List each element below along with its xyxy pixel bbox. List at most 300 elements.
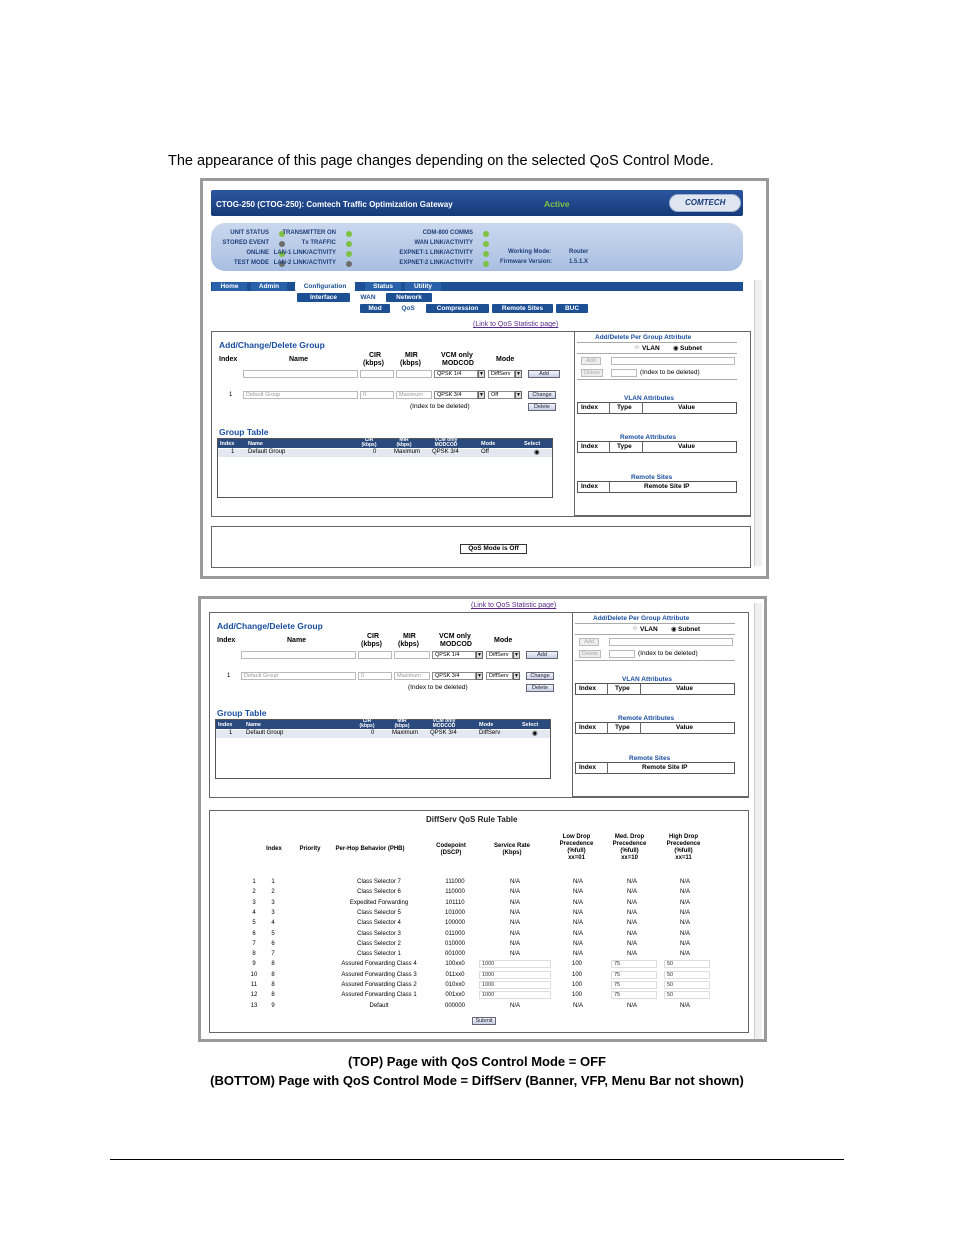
gt-cell-modcod: QPSK 3/4: [432, 449, 459, 455]
hdr-vcm: VCM only: [441, 352, 473, 359]
sites-h-ip: Remote Site IP: [644, 483, 690, 490]
diffserv-input[interactable]: 50: [664, 991, 710, 999]
hdr-cir-unit: (kbps): [361, 641, 382, 648]
diffserv-cell: 10: [250, 971, 258, 978]
diffserv-input[interactable]: 50: [664, 971, 710, 979]
hdr-index: Index: [217, 637, 236, 644]
gt-h-mode: Mode: [479, 722, 494, 728]
chevron-down-icon[interactable]: ▼: [477, 652, 482, 658]
change-button[interactable]: Change: [526, 672, 554, 680]
diffserv-cell: N/A: [509, 879, 520, 885]
gt-cell-name: Default Group: [246, 730, 284, 736]
diffserv-cell: 12: [250, 992, 258, 999]
gt-select-radio[interactable]: ◉: [532, 730, 538, 737]
attr-value-input[interactable]: [609, 638, 733, 646]
diffserv-cell: N/A: [679, 930, 690, 937]
attr-delete-index-input[interactable]: [611, 369, 637, 377]
gt-cell-index: 1: [231, 449, 235, 455]
diffserv-cell: Assured Forwarding Class 1: [341, 992, 417, 999]
delete-hint: (Index to be deleted): [408, 684, 468, 691]
status-led-icon: [346, 231, 352, 237]
status-label: Tx TRAFFIC: [301, 240, 336, 246]
hdr-mode: Mode: [496, 356, 515, 363]
divider: [640, 722, 641, 734]
add-modcod-select[interactable]: QPSK 1/4: [434, 370, 478, 378]
divider: [211, 331, 212, 516]
attr-delete-index-input[interactable]: [609, 650, 635, 658]
diffserv-cell: 8: [271, 982, 275, 988]
firmware-label: Firmware Version:: [500, 259, 553, 265]
nav-bar: [211, 282, 743, 291]
sites-h-index: Index: [581, 483, 598, 490]
attr-value-input[interactable]: [611, 357, 735, 365]
diffserv-cell: N/A: [626, 940, 637, 947]
gt-cell-index: 1: [229, 730, 233, 736]
vlan-radio[interactable]: ○: [635, 344, 639, 351]
diffserv-cell: 3: [271, 909, 275, 916]
diffserv-cell: N/A: [679, 889, 690, 896]
diffserv-cell: Assured Forwarding Class 2: [341, 982, 417, 988]
qos-statistic-link[interactable]: (Link to QoS Statistic page): [471, 602, 557, 609]
divider: [609, 441, 610, 453]
status-led-icon: [346, 251, 352, 257]
group-table-title: Group Table: [219, 427, 269, 437]
divider: [577, 342, 737, 343]
row-name-input[interactable]: Default Group: [243, 391, 358, 399]
row-mir-input[interactable]: Maximum: [396, 391, 432, 399]
status-led-icon: [346, 241, 352, 247]
intro-text: The appearance of this page changes depending on the selected QoS Control Mode.: [168, 153, 714, 169]
diffserv-cell: N/A: [679, 899, 690, 906]
row-modcod-select[interactable]: QPSK 3/4: [432, 672, 476, 680]
divider: [209, 612, 210, 797]
diffserv-input[interactable]: 1000: [479, 991, 551, 999]
add-mir-input[interactable]: [394, 651, 430, 659]
hdr-index: Index: [219, 356, 238, 363]
gt-cell-mode: Off: [481, 449, 489, 455]
hdr-mir-unit: (kbps): [400, 360, 421, 367]
divider: [607, 722, 608, 734]
add-mir-input[interactable]: [396, 370, 432, 378]
gt-h-name: Name: [246, 722, 261, 728]
nav-wan[interactable]: WAN: [353, 293, 383, 302]
diffserv-cell: N/A: [626, 899, 637, 906]
diffserv-cell: N/A: [626, 879, 637, 885]
hdr-mir: MIR: [405, 352, 418, 359]
row-modcod-select[interactable]: QPSK 3/4: [434, 391, 478, 399]
diffserv-cell: 011000: [445, 930, 465, 937]
qos-mode-off-indicator: QoS Mode is Off: [460, 544, 527, 554]
gt-h-cir: CIR (kbps): [359, 718, 375, 729]
status-label: LAN-2 LINK/ACTIVITY: [273, 260, 336, 266]
diffserv-cell: 001xx0: [445, 992, 465, 999]
hdr-mir: MIR: [403, 633, 416, 640]
group-table-title: Group Table: [217, 708, 267, 718]
submit-button[interactable]: Submit: [472, 1017, 496, 1025]
diffserv-header-med: Med. Drop Precedence (%full) xx=10: [612, 834, 647, 861]
row-cir-input[interactable]: 0: [360, 391, 394, 399]
caption-line1: (TOP) Page with QoS Control Mode = OFF: [348, 1054, 606, 1069]
add-name-input[interactable]: [241, 651, 356, 659]
hdr-name: Name: [289, 356, 309, 363]
nav-remote-sites[interactable]: Remote Sites: [492, 304, 553, 313]
diffserv-cell: 5: [271, 930, 275, 937]
diffserv-cell: 4: [252, 909, 256, 916]
diffserv-cell: N/A: [572, 879, 583, 885]
hdr-cir: CIR: [369, 352, 382, 359]
firmware-value: 1.5.1.X: [569, 259, 589, 265]
hdr-vcm2: MODCOD: [440, 641, 472, 648]
diffserv-cell: 8: [271, 961, 275, 968]
remote-h-index: Index: [579, 724, 596, 731]
working-mode-value: Router: [569, 249, 589, 255]
status-label: TRANSMITTER ON: [282, 230, 336, 236]
sites-h-index: Index: [579, 764, 596, 771]
divider: [642, 441, 643, 453]
diffserv-cell: N/A: [626, 1002, 637, 1009]
gt-cell-name: Default Group: [248, 449, 286, 455]
row-mir-input[interactable]: Maximum: [394, 672, 430, 680]
status-label: WAN LINK/ACTIVITY: [414, 240, 473, 246]
diffserv-cell: 4: [271, 920, 275, 927]
status-label: UNIT STATUS: [230, 230, 269, 236]
divider: [640, 683, 641, 695]
add-button[interactable]: Add: [528, 370, 560, 378]
nav-admin[interactable]: Admin: [251, 282, 287, 291]
diffserv-cell: Assured Forwarding Class 4: [341, 961, 417, 968]
diffserv-cell: N/A: [572, 889, 583, 896]
diffserv-header-priority: Priority: [299, 846, 321, 852]
diffserv-cell: 2: [271, 889, 275, 896]
diffserv-cell: 6: [271, 940, 275, 947]
attr-delete-button[interactable]: Delete: [579, 650, 601, 658]
nav-status[interactable]: Status: [365, 282, 401, 291]
diffserv-cell: 13: [250, 1002, 258, 1009]
diffserv-cell: N/A: [572, 940, 583, 947]
diffserv-cell: N/A: [626, 889, 637, 896]
gt-h-mir: MIR (kbps): [394, 718, 410, 729]
divider: [642, 402, 643, 414]
diffserv-cell: N/A: [509, 951, 520, 958]
gt-cell-mir: Maximum: [392, 730, 419, 736]
diffserv-cell: Class Selector 2: [357, 940, 401, 947]
diffserv-cell: N/A: [679, 1002, 690, 1009]
divider: [575, 623, 735, 624]
remote-h-value: Value: [676, 724, 693, 731]
diffserv-cell: Class Selector 7: [357, 879, 401, 885]
status-label: CDM-800 COMMS: [422, 230, 473, 236]
attr-add-button[interactable]: Add: [581, 357, 601, 365]
add-modcod-select[interactable]: QPSK 1/4: [432, 651, 476, 659]
remote-h-value: Value: [678, 443, 695, 450]
chevron-down-icon[interactable]: ▼: [479, 392, 484, 398]
diffserv-cell: 6: [252, 930, 256, 937]
scrollbar[interactable]: [754, 603, 762, 1039]
divider: [575, 634, 735, 635]
diffserv-cell: 7: [271, 951, 275, 958]
diffserv-input[interactable]: 50: [664, 960, 710, 968]
diffserv-cell: N/A: [509, 899, 520, 906]
attr-title: Add/Delete Per Group Attribute: [595, 334, 692, 341]
diffserv-cell: 000000: [444, 1002, 466, 1009]
diffserv-cell: N/A: [626, 930, 637, 937]
add-name-input[interactable]: [243, 370, 358, 378]
status-led-icon: [483, 251, 489, 257]
diffserv-cell: 9: [271, 1002, 275, 1009]
diffserv-header-index: Index: [266, 846, 282, 852]
diffserv-cell: N/A: [679, 951, 690, 958]
attr-delete-button[interactable]: Delete: [581, 369, 603, 377]
diffserv-cell: 3: [271, 899, 275, 906]
vlan-radio[interactable]: ○: [633, 625, 637, 632]
hdr-name: Name: [287, 637, 307, 644]
vlan-attr-title: VLAN Attributes: [622, 676, 672, 683]
attr-title: Add/Delete Per Group Attribute: [593, 615, 690, 622]
gt-cell-mir: Maximum: [394, 449, 421, 455]
diffserv-cell: 111000: [445, 879, 465, 885]
remote-h-type: Type: [617, 443, 632, 450]
diffserv-cell: N/A: [509, 909, 520, 916]
diffserv-input[interactable]: 100: [572, 961, 583, 968]
add-mode-select[interactable]: DiffServ: [488, 370, 515, 378]
gt-h-cir: CIR (kbps): [361, 437, 377, 448]
add-change-title: Add/Change/Delete Group: [217, 621, 323, 631]
status-label: EXPNET-2 LINK/ACTIVITY: [399, 260, 473, 266]
divider: [609, 402, 610, 414]
nav-compression[interactable]: Compression: [426, 304, 489, 313]
diffserv-cell: N/A: [626, 920, 637, 927]
chevron-down-icon[interactable]: ▼: [477, 673, 482, 679]
divider: [577, 379, 737, 380]
diffserv-cell: Class Selector 3: [357, 930, 401, 937]
vlan-label: VLAN: [642, 345, 660, 352]
diffserv-cell: 5: [252, 920, 256, 927]
diffserv-header-codepoint: Codepoint (DSCP): [436, 843, 466, 856]
gt-h-mode: Mode: [481, 441, 496, 447]
status-label: EXPNET-1 LINK/ACTIVITY: [399, 250, 473, 256]
vlan-label: VLAN: [640, 626, 658, 633]
nav-home[interactable]: Home: [212, 282, 247, 291]
hdr-vcm2: MODCOD: [442, 360, 474, 367]
sites-h-ip: Remote Site IP: [642, 764, 688, 771]
diffserv-cell: 100xx0: [445, 961, 465, 968]
chevron-down-icon[interactable]: ▼: [514, 673, 519, 679]
remote-attr-title: Remote Attributes: [620, 434, 677, 441]
gt-h-vcm: VCM only MODCOD: [434, 437, 458, 448]
diffserv-header-service_rate: Service Rate (Kbps): [493, 843, 531, 856]
diffserv-input[interactable]: 1000: [479, 981, 551, 989]
diffserv-input[interactable]: 50: [664, 981, 710, 989]
diffserv-cell: N/A: [509, 889, 520, 896]
banner-title: CTOG-250 (CTOG-250): Comtech Traffic Optimization Gateway: [216, 200, 453, 209]
chevron-down-icon[interactable]: ▼: [516, 371, 521, 377]
gt-h-vcm: VCM only MODCOD: [432, 718, 456, 729]
status-led-icon: [279, 241, 285, 247]
add-cir-input[interactable]: [360, 370, 394, 378]
status-label: LAN-1 LINK/ACTIVITY: [273, 250, 336, 256]
caption-line2: (BOTTOM) Page with QoS Control Mode = DiffServ (Banner, VFP, Menu Bar not shown): [210, 1073, 744, 1088]
footer-divider: [110, 1159, 844, 1160]
add-button[interactable]: Add: [526, 651, 558, 659]
diffserv-cell: 2: [252, 889, 256, 896]
active-status: Active: [544, 199, 570, 209]
vlan-h-type: Type: [615, 685, 630, 692]
nav-interface[interactable]: Interface: [297, 293, 350, 302]
diffserv-cell: 110000: [445, 889, 465, 896]
screenshot-top: [200, 178, 769, 579]
remote-attr-table: [575, 722, 735, 734]
gt-select-radio[interactable]: ◉: [534, 449, 540, 456]
diffserv-cell: 001000: [444, 951, 466, 958]
hdr-mode: Mode: [494, 637, 513, 644]
diffserv-input[interactable]: 75: [611, 991, 657, 999]
nav-mod[interactable]: Mod: [360, 304, 390, 313]
delete-hint: (Index to be deleted): [410, 403, 470, 410]
diffserv-input[interactable]: 100: [572, 982, 583, 988]
gt-h-mir: MIR (kbps): [396, 437, 412, 448]
group-table-header: [216, 720, 550, 729]
vlan-h-index: Index: [579, 685, 596, 692]
diffserv-header-high: High Drop Precedence (%full) xx=11: [666, 834, 701, 861]
row-index: 1: [227, 673, 231, 679]
diffserv-cell: 8: [271, 971, 275, 978]
diffserv-input[interactable]: 75: [611, 971, 657, 979]
diffserv-cell: N/A: [572, 920, 583, 927]
diffserv-input[interactable]: 1000: [479, 960, 551, 968]
remote-sites-title: Remote Sites: [629, 755, 671, 762]
chevron-down-icon[interactable]: ▼: [514, 652, 519, 658]
diffserv-cell: 8: [252, 951, 256, 958]
diffserv-header-phb: Per-Hop Behavior (PHB): [335, 846, 405, 852]
working-mode-label: Working Mode:: [508, 249, 552, 255]
row-name-input[interactable]: Default Group: [241, 672, 356, 680]
gt-h-index: Index: [218, 722, 233, 728]
diffserv-cell: N/A: [679, 909, 690, 916]
nav-configuration[interactable]: Configuration: [295, 282, 355, 291]
diffserv-cell: Class Selector 5: [357, 909, 401, 916]
diffserv-input[interactable]: 1000: [479, 971, 551, 979]
vlan-attr-title: VLAN Attributes: [624, 395, 674, 402]
row-cir-input[interactable]: 0: [358, 672, 392, 680]
diffserv-cell: Class Selector 6: [357, 889, 401, 896]
diffserv-cell: 010xx0: [445, 982, 465, 988]
divider: [577, 353, 737, 354]
attr-add-button[interactable]: Add: [579, 638, 599, 646]
nav-network[interactable]: Network: [386, 293, 432, 302]
status-led-icon: [483, 231, 489, 237]
diffserv-cell: 100000: [444, 920, 466, 927]
delete-button[interactable]: Delete: [526, 684, 554, 692]
diffserv-cell: N/A: [626, 909, 637, 916]
status-led-icon: [346, 261, 352, 267]
diffserv-input[interactable]: 100: [572, 992, 583, 999]
subnet-label: Subnet: [680, 345, 703, 352]
gt-h-select: Select: [524, 441, 541, 447]
subnet-label: Subnet: [678, 626, 701, 633]
gt-h-name: Name: [248, 441, 263, 447]
diffserv-cell: N/A: [572, 1002, 583, 1009]
diffserv-cell: 9: [252, 961, 256, 968]
vlan-attr-table: [575, 683, 735, 695]
screenshot-bottom: [198, 596, 767, 1042]
divider: [607, 762, 608, 774]
diffserv-input[interactable]: 100: [572, 971, 583, 978]
diffserv-cell: Default: [369, 1002, 389, 1009]
hdr-cir-unit: (kbps): [363, 360, 384, 367]
divider: [211, 331, 574, 332]
diffserv-cell: N/A: [509, 940, 520, 947]
add-cir-input[interactable]: [358, 651, 392, 659]
diffserv-cell: N/A: [679, 940, 690, 947]
diffserv-cell: 11: [250, 982, 258, 988]
vlan-attr-table: [577, 402, 737, 414]
gt-cell-mode: DiffServ: [479, 730, 501, 736]
status-label: TEST MODE: [233, 260, 269, 266]
vlan-h-value: Value: [676, 685, 693, 692]
gt-h-index: Index: [220, 441, 235, 447]
diffserv-input[interactable]: 75: [611, 981, 657, 989]
delete-button[interactable]: Delete: [528, 403, 556, 411]
divider: [209, 797, 749, 798]
status-led-icon: [483, 261, 489, 267]
divider: [209, 612, 572, 613]
add-mode-select[interactable]: DiffServ: [486, 651, 513, 659]
subnet-radio[interactable]: ◉: [671, 626, 677, 633]
diffserv-cell: 101110: [445, 899, 465, 906]
diffserv-cell: N/A: [679, 920, 690, 927]
diffserv-cell: N/A: [572, 951, 583, 958]
row-index: 1: [229, 392, 233, 398]
chevron-down-icon[interactable]: ▼: [516, 392, 521, 398]
remote-attr-title: Remote Attributes: [618, 715, 675, 722]
gt-h-select: Select: [522, 722, 539, 728]
change-button[interactable]: Change: [528, 391, 556, 399]
diffserv-cell: 010000: [444, 940, 466, 947]
vlan-h-index: Index: [581, 404, 598, 411]
nav-buc[interactable]: BUC: [556, 304, 588, 313]
qos-panel-bottom: [209, 603, 749, 813]
qos-statistic-link[interactable]: (Link to QoS Statistic page): [473, 321, 559, 328]
gt-cell-cir: 0: [371, 730, 375, 736]
divider: [607, 683, 608, 695]
diffserv-cell: 7: [252, 940, 256, 947]
diffserv-cell: N/A: [572, 909, 583, 916]
diffserv-input[interactable]: 75: [611, 960, 657, 968]
hdr-cir: CIR: [367, 633, 380, 640]
group-table-header: [218, 439, 552, 448]
row-mode-select[interactable]: Off: [488, 391, 515, 399]
diffserv-cell: 3: [252, 899, 256, 906]
diffserv-cell: N/A: [509, 920, 520, 927]
chevron-down-icon[interactable]: ▼: [479, 371, 484, 377]
subnet-radio[interactable]: ◉: [673, 345, 679, 352]
nav-qos[interactable]: QoS: [393, 304, 423, 313]
row-mode-select[interactable]: DiffServ: [486, 672, 513, 680]
diffserv-cell: 1: [271, 879, 275, 885]
remote-h-index: Index: [581, 443, 598, 450]
diffserv-cell: N/A: [572, 899, 583, 906]
diffserv-cell: 1: [252, 879, 256, 885]
diffserv-cell: 8: [271, 992, 275, 999]
nav-utility[interactable]: Utility: [405, 282, 441, 291]
diffserv-cell: N/A: [679, 879, 690, 885]
divider: [609, 481, 610, 493]
status-led-icon: [483, 241, 489, 247]
attr-delete-hint: (Index to be deleted): [638, 650, 698, 657]
scrollbar[interactable]: [754, 280, 762, 566]
attr-delete-hint: (Index to be deleted): [640, 369, 700, 376]
diffserv-cell: 101000: [444, 909, 466, 916]
